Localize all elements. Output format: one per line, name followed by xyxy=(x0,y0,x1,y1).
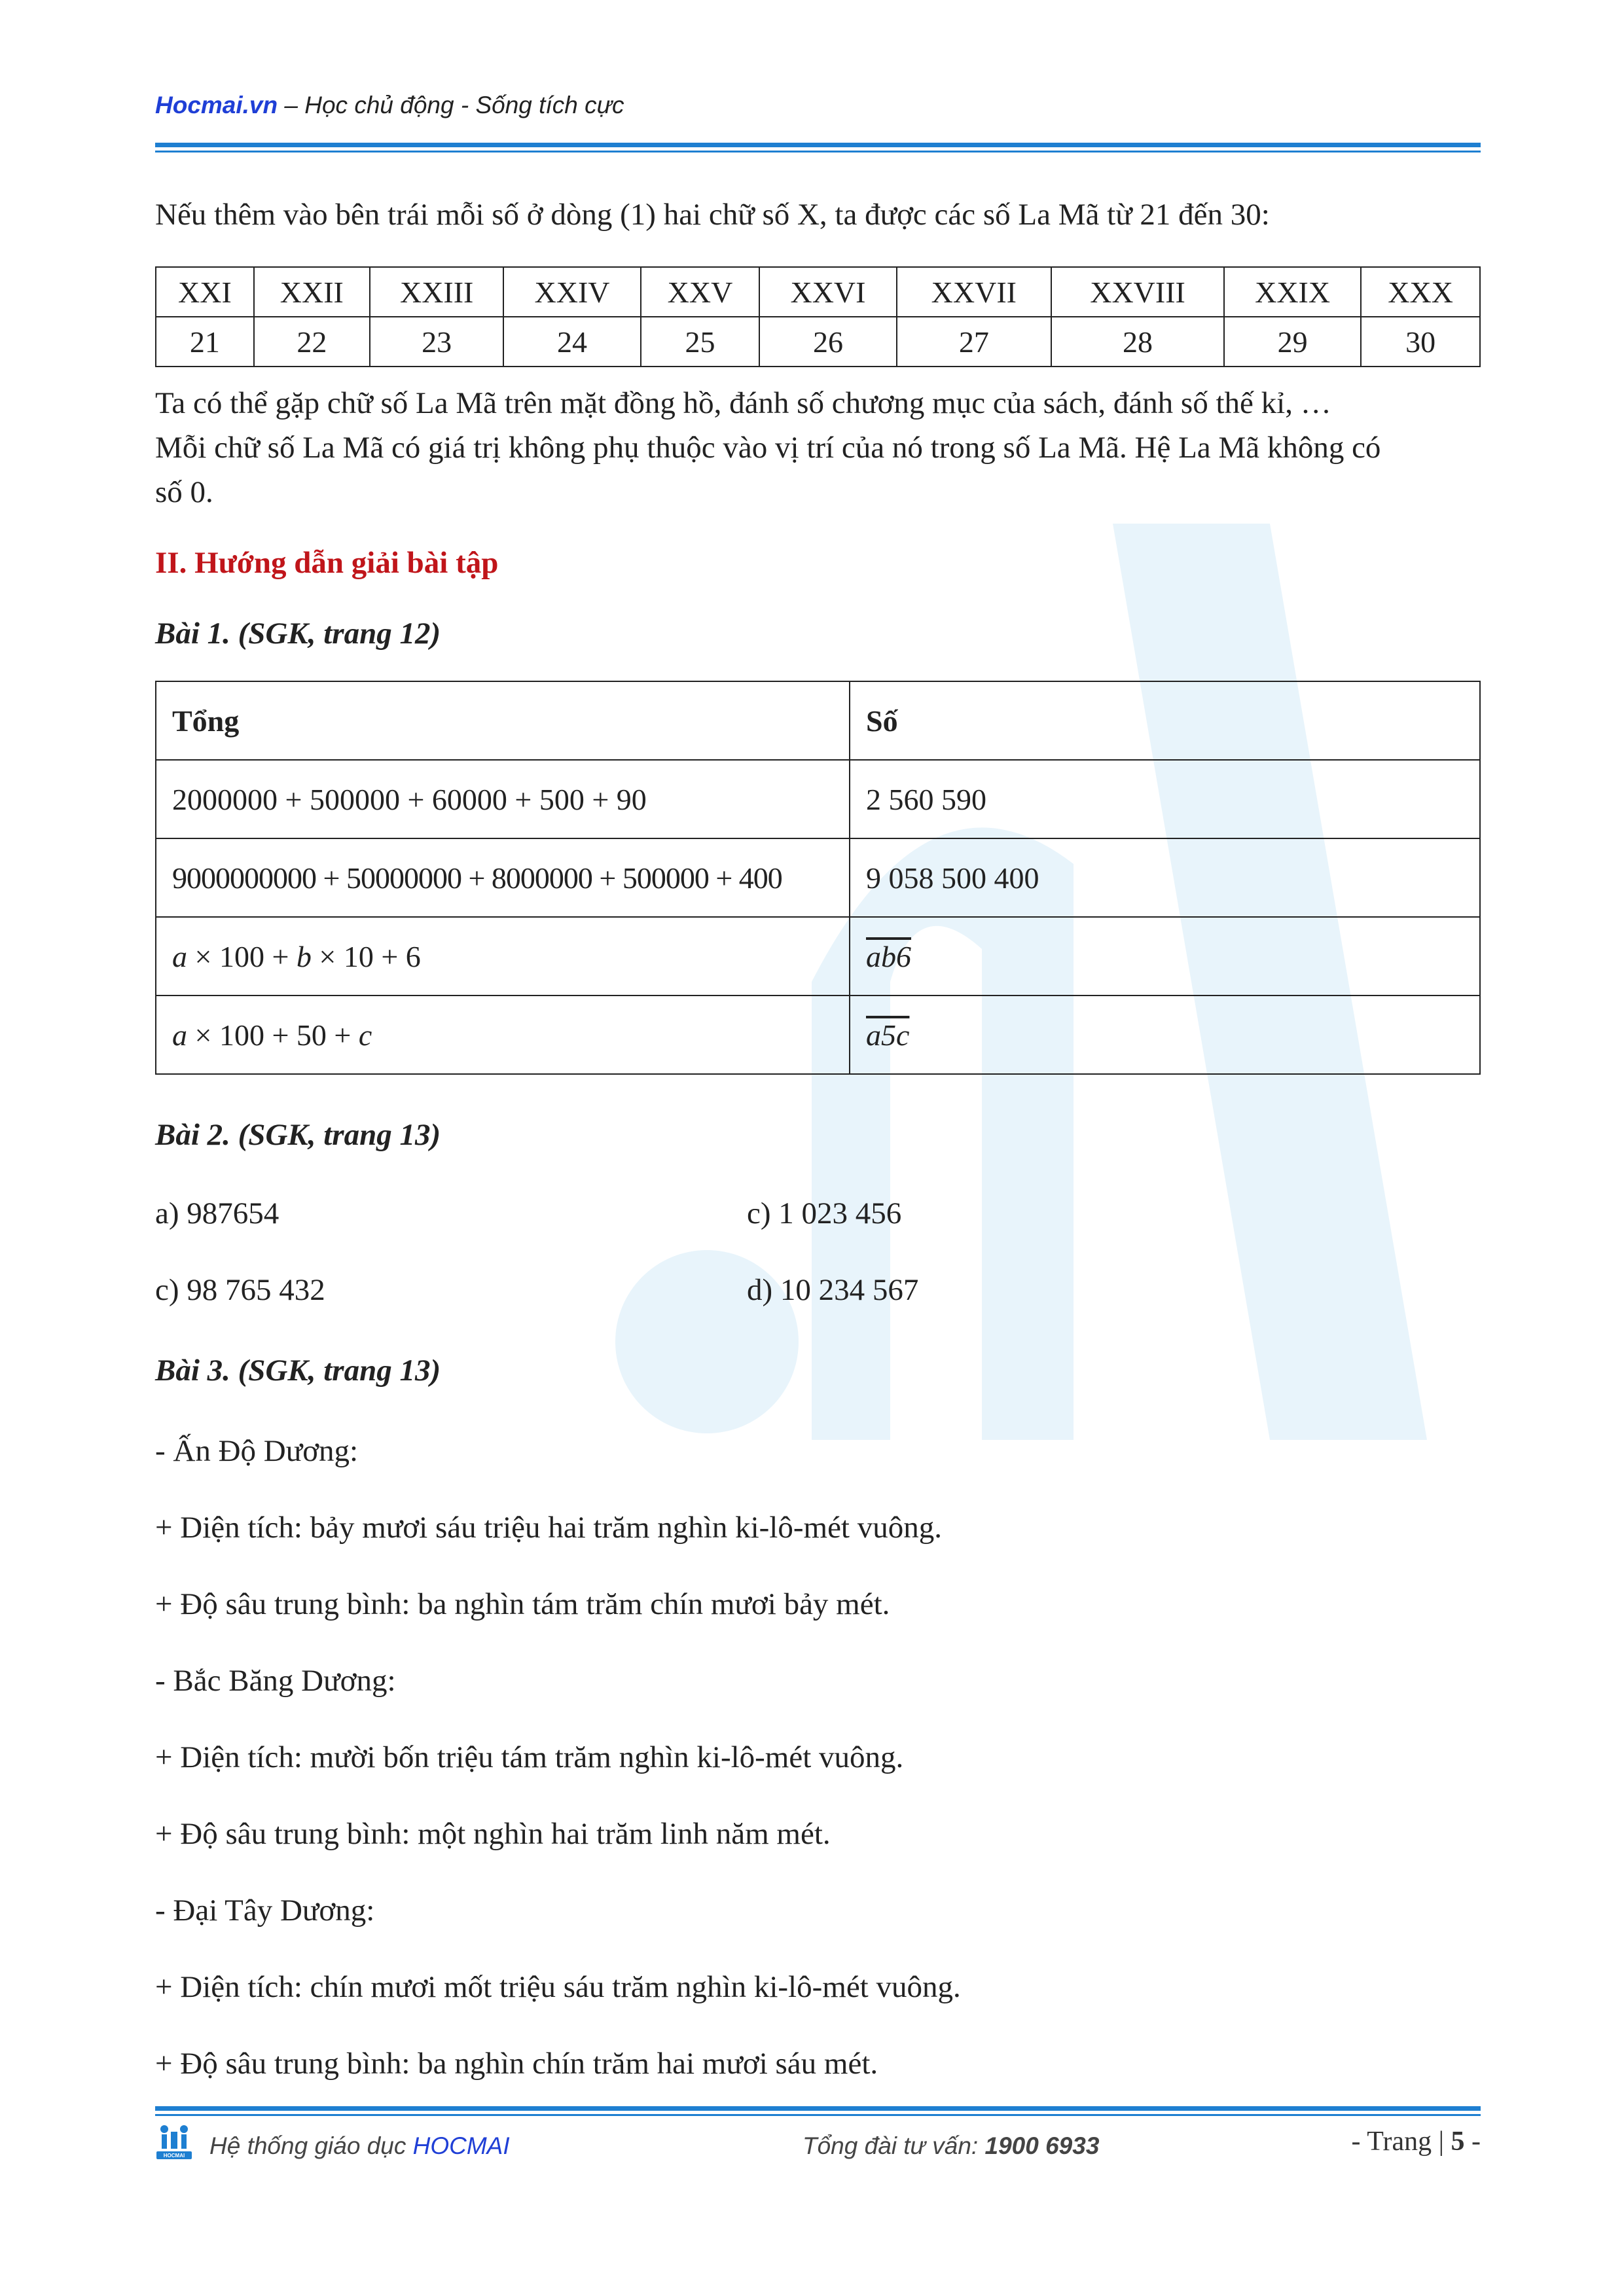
var-a: a xyxy=(172,939,187,973)
number-cell: 29 xyxy=(1224,317,1361,367)
roman-cell: XXVIII xyxy=(1051,267,1224,317)
bai1-header-row xyxy=(156,681,1480,760)
header-rule-thick xyxy=(155,143,1481,147)
roman-cell: XXX xyxy=(1361,267,1480,317)
number-cell: 25 xyxy=(641,317,760,367)
number-cell xyxy=(850,996,1480,1074)
page-header xyxy=(155,92,624,119)
table-row xyxy=(156,996,1480,1074)
overlined-number: ab6 xyxy=(866,939,911,973)
number-row xyxy=(156,317,1480,367)
bai3-line: - Ấn Độ Dương: xyxy=(155,1434,359,1468)
roman-cell: XXIX xyxy=(1224,267,1361,317)
number-cell: 21 xyxy=(156,317,254,367)
page-prefix: - Trang | xyxy=(1351,2126,1451,2157)
sum-part: × 100 + xyxy=(187,939,297,973)
roman-cell: XXI xyxy=(156,267,254,317)
number-cell: 9 058 500 400 xyxy=(850,838,1480,917)
overlined-number: a5c xyxy=(866,1018,910,1052)
notes-line-2: Mỗi chữ số La Mã có giá trị không phụ thuộc vào vị trí của nó trong số La Mã. Hệ La Mã không có xyxy=(155,431,1381,465)
roman-cell: XXVII xyxy=(897,267,1052,317)
notes-line-1: Ta có thể gặp chữ số La Mã trên mặt đồng hồ, đánh số chương mục của sách, đánh số thế kỉ, … xyxy=(155,386,1331,420)
bai3-line: - Đại Tây Dương: xyxy=(155,1893,375,1928)
header-tagline: – Học chủ động - Sống tích cực xyxy=(278,92,624,118)
roman-cell: XXIII xyxy=(370,267,504,317)
bai3-line: - Bắc Băng Dương: xyxy=(155,1664,396,1698)
bai3-line: + Độ sâu trung bình: ba nghìn chín trăm hai mươi sáu mét. xyxy=(155,2047,878,2081)
number-cell: 24 xyxy=(503,317,640,367)
var-c: c xyxy=(358,1018,372,1052)
bai3-line: + Diện tích: chín mươi mốt triệu sáu trăm nghìn ki-lô-mét vuông. xyxy=(155,1970,961,2004)
footer-rule-thin xyxy=(155,2114,1481,2116)
number-cell: 27 xyxy=(897,317,1052,367)
roman-cell: XXIV xyxy=(503,267,640,317)
sum-cell xyxy=(156,917,850,996)
bai2-item-d: d) 10 234 567 xyxy=(747,1273,919,1307)
bai1-title: Bài 1. (SGK, trang 12) xyxy=(155,617,441,651)
number-cell: 30 xyxy=(1361,317,1480,367)
number-cell: 2 560 590 xyxy=(850,760,1480,838)
bai1-table xyxy=(155,681,1481,1075)
sum-part: × 100 + 50 + xyxy=(187,1018,359,1052)
number-cell xyxy=(850,917,1480,996)
footer-center-prefix: Tổng đài tư vấn: xyxy=(803,2132,985,2159)
number-cell: 26 xyxy=(759,317,896,367)
header-so: Số xyxy=(850,681,1480,760)
sum-cell: 9000000000 + 50000000 + 8000000 + 500000 + 400 xyxy=(156,838,850,917)
bai2-item-c1: c) 1 023 456 xyxy=(747,1196,902,1230)
roman-cell: XXII xyxy=(254,267,370,317)
page-number: 5 xyxy=(1451,2126,1465,2157)
bai3-line: + Diện tích: mười bốn triệu tám trăm nghìn ki-lô-mét vuông. xyxy=(155,1740,904,1774)
number-cell: 22 xyxy=(254,317,370,367)
footer-phone: 1900 6933 xyxy=(984,2132,1100,2159)
page-suffix: - xyxy=(1464,2126,1481,2157)
table-row xyxy=(156,838,1480,917)
footer-page xyxy=(1352,2126,1481,2157)
bai3-line: + Độ sâu trung bình: một nghìn hai trăm linh năm mét. xyxy=(155,1817,831,1851)
roman-row xyxy=(156,267,1480,317)
bai2-title: Bài 2. (SGK, trang 13) xyxy=(155,1118,441,1152)
header-tong: Tổng xyxy=(156,681,850,760)
footer-center xyxy=(803,2132,1099,2160)
roman-cell: XXV xyxy=(641,267,760,317)
footer-left xyxy=(209,2132,510,2160)
footer-left-prefix: Hệ thống giáo dục xyxy=(209,2132,413,2159)
bai3-line: + Diện tích: bảy mươi sáu triệu hai trăm nghìn ki-lô-mét vuông. xyxy=(155,1511,942,1545)
roman-numeral-table xyxy=(155,266,1481,367)
bai3-line: + Độ sâu trung bình: ba nghìn tám trăm chín mươi bảy mét. xyxy=(155,1587,890,1621)
number-cell: 23 xyxy=(370,317,504,367)
header-brand: Hocmai.vn xyxy=(155,92,278,118)
bai2-item-c2: c) 98 765 432 xyxy=(155,1273,325,1307)
sum-part: × 10 + 6 xyxy=(311,939,421,973)
number-cell: 28 xyxy=(1051,317,1224,367)
roman-cell: XXVI xyxy=(759,267,896,317)
var-a: a xyxy=(172,1018,187,1052)
bai2-item-a: a) 987654 xyxy=(155,1196,280,1230)
header-rule-thin xyxy=(155,151,1481,152)
logo-text: HOCMAI xyxy=(163,2153,185,2159)
footer-brand: HOCMAI xyxy=(412,2132,510,2159)
sum-cell: 2000000 + 500000 + 60000 + 500 + 90 xyxy=(156,760,850,838)
footer-logo xyxy=(155,2124,193,2161)
notes-line-3: số 0. xyxy=(155,475,213,509)
sum-cell xyxy=(156,996,850,1074)
table-row xyxy=(156,760,1480,838)
section-title: II. Hướng dẫn giải bài tập xyxy=(155,546,499,580)
bai3-title: Bài 3. (SGK, trang 13) xyxy=(155,1354,441,1388)
footer-rule-thick xyxy=(155,2106,1481,2111)
var-b: b xyxy=(296,939,312,973)
intro-line: Nếu thêm vào bên trái mỗi số ở dòng (1) hai chữ số X, ta được các số La Mã từ 21 đến 30: xyxy=(155,198,1270,232)
table-row xyxy=(156,917,1480,996)
